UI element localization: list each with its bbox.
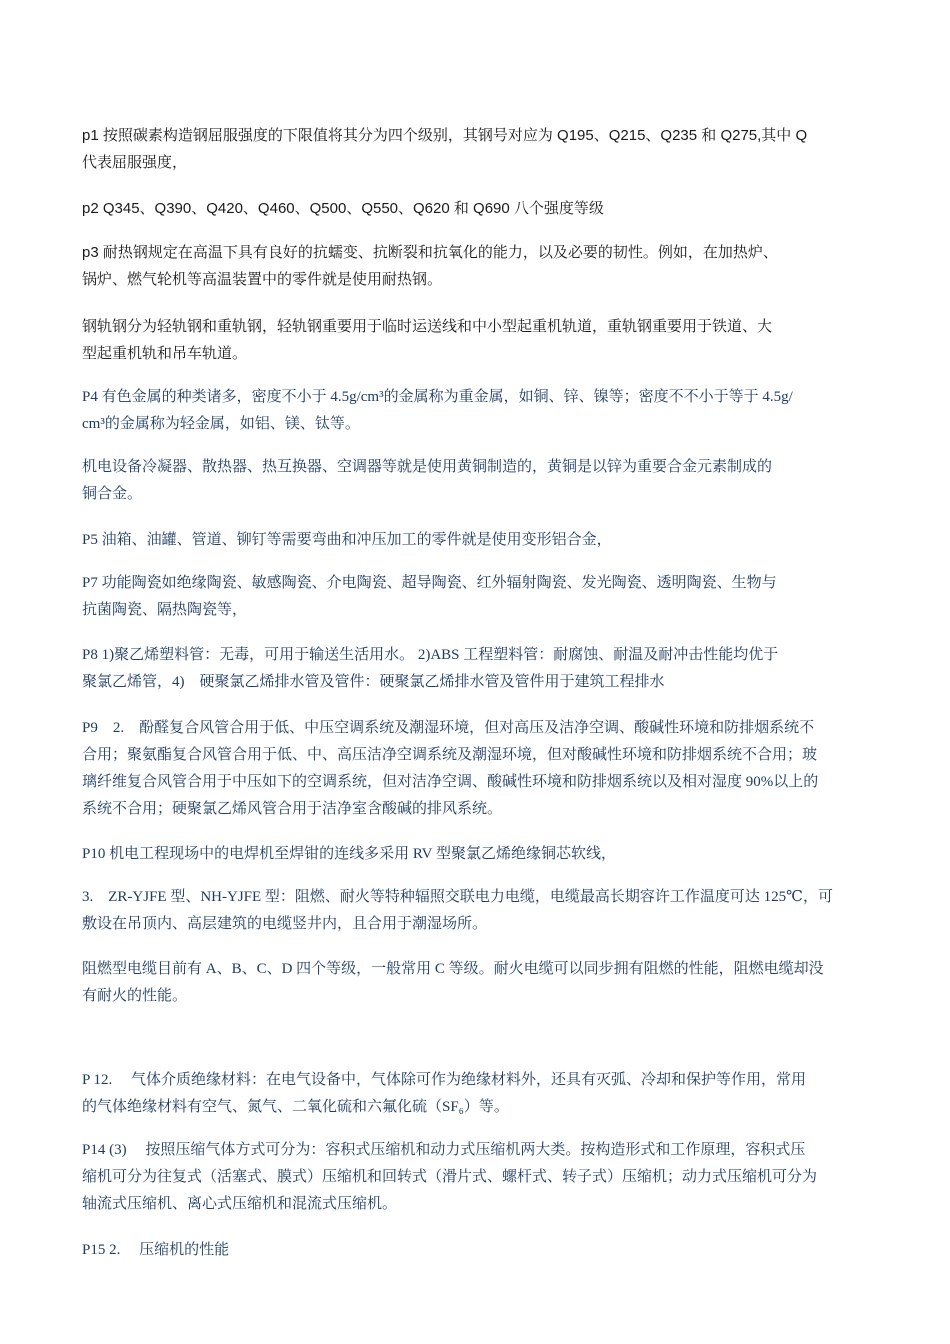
paragraph-p4 [82,384,904,438]
paragraph-p12 [82,1067,904,1121]
text-line: 的气体绝缘材料有空气、氮气、二氧化硫和六氟化硫（SF₆）等。 [82,1099,509,1115]
text-line: P7 功能陶瓷如绝缘陶瓷、敏感陶瓷、介电陶瓷、超导陶瓷、红外辐射陶瓷、发光陶瓷、透明陶瓷、生物与 [82,575,777,591]
text-line: 敷设在吊顶内、高层建筑的电缆竖井内，且合用于潮湿场所。 [82,916,488,932]
text-line: 型起重机轨和吊车轨道。 [82,345,248,362]
paragraph-p5 [82,527,904,554]
text-line: p2 Q345、Q390、Q420、Q460、Q500、Q550、Q620 和 Q690 八个强度等级 [82,200,604,217]
paragraph-rail-steel [82,313,904,367]
text-line: 3. ZR-YJFE 型、NH-YJFE 型：阻燃、耐火等特种辐照交联电力电缆，电缆最高长期容许工作温度可达 125℃，可 [82,889,833,905]
text-line: P 12. 气体介质绝缘材料：在电气设备中，气体除可作为绝缘材料外，还具有灭弧、冷却和保护等作用，常用 [82,1072,807,1088]
paragraph-cable-types [82,884,904,938]
text-line: 机电设备冷凝器、散热器、热互换器、空调器等就是使用黄铜制造的，黄铜是以锌为重要合金元素制成的 [82,459,773,475]
text-line: cm³的金属称为轻金属，如铝、镁、钛等。 [82,416,360,432]
text-line: 抗菌陶瓷、隔热陶瓷等， [82,602,248,618]
paragraph-p1 [82,122,904,176]
text-line: P5 油箱、油罐、管道、铆钉等需要弯曲和冲压加工的零件就是使用变形铝合金， [82,532,612,548]
text-line: P8 1)聚乙烯塑料管：无毒，可用于输送生活用水。 2)ABS 工程塑料管：耐腐蚀、耐温及耐冲击性能均优于 [82,647,779,663]
paragraph-p2 [82,195,904,222]
paragraph-p9 [82,715,904,823]
text-line: 阻燃型电缆目前有 A、B、C、D 四个等级，一般常用 C 等级。耐火电缆可以同步拥有阻燃的性能，阻燃电缆却没 [82,961,824,977]
text-line: p3 耐热钢规定在高温下具有良好的抗蠕变、抗断裂和抗氧化的能力，以及必要的韧性。例如，在加热炉、 [82,244,778,261]
paragraph-p7 [82,570,904,624]
paragraph-p10 [82,841,904,868]
text-line: 系统不合用；硬聚氯乙烯风管合用于洁净室含酸碱的排风系统。 [82,801,503,817]
text-line: 缩机可分为往复式（活塞式、膜式）压缩机和回转式（滑片式、螺杆式、转子式）压缩机；动力式压缩机可分为 [82,1169,818,1185]
text-line: 铜合金。 [82,486,143,502]
text-line: P14 (3) 按照压缩气体方式可分为：容积式压缩机和动力式压缩机两大类。按构造形式和工作原理，容积式压 [82,1142,806,1158]
text-line: P10 机电工程现场中的电焊机至焊钳的连线多采用 RV 型聚氯乙烯绝缘铜芯软线， [82,846,616,862]
text-line: 合用；聚氨酯复合风管合用于低、中、高压洁净空调系统及潮湿环境，但对酸碱性环境和防排烟系统不合用；玻 [82,747,818,763]
text-line: 有耐火的性能。 [82,988,188,1004]
paragraph-p3 [82,239,904,293]
text-line: P4 有色金属的种类诸多，密度不小于 4.5g/cm³的金属称为重金属，如铜、锌、镍等；密度不不小于等于 4.5g/ [82,389,793,405]
text-line: 轴流式压缩机、离心式压缩机和混流式压缩机。 [82,1196,398,1212]
text-line: P9 2. 酚醛复合风管合用于低、中压空调系统及潮湿环境，但对高压及洁净空调、酸碱性环境和防排烟系统不 [82,720,815,736]
paragraph-brass [82,454,904,508]
text-line: 锅炉、燃气轮机等高温装置中的零件就是使用耐热钢。 [82,271,443,288]
text-line: 璃纤维复合风管合用于中压如下的空调系统，但对洁净空调、酸碱性环境和防排烟系统以及相对湿度 90%以上的 [82,774,819,790]
text-line: 代表屈服强度， [82,154,188,171]
text-line: P15 2. 压缩机的性能 [82,1242,230,1258]
text-line: p1 按照碳素构造钢屈服强度的下限值将其分为四个级别，其钢号对应为 Q195、Q215、Q235 和 Q275,其中 Q [82,127,808,144]
paragraph-flame-retardant [82,956,904,1010]
text-line: 聚氯乙烯管，4) 硬聚氯乙烯排水管及管件：硬聚氯乙烯排水管及管件用于建筑工程排水 [82,674,665,690]
paragraph-p15 [82,1237,904,1264]
text-line: 钢轨钢分为轻轨钢和重轨钢，轻轨钢重要用于临时运送线和中小型起重机轨道，重轨钢重要用于铁道、大 [82,318,773,335]
paragraph-p14 [82,1137,904,1218]
paragraph-p8 [82,642,904,696]
